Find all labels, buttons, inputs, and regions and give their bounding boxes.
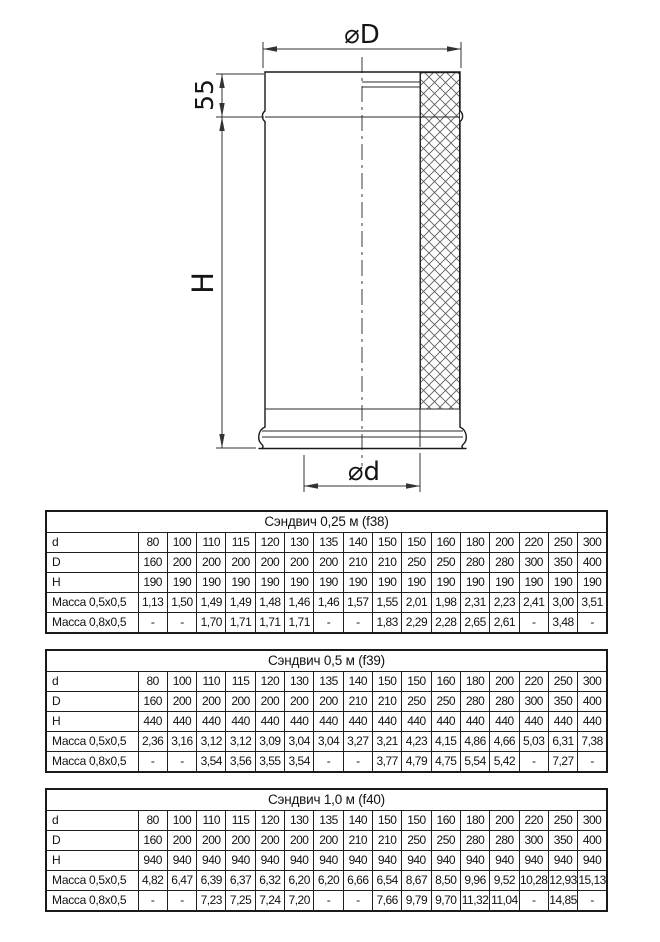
value-cell: 190 (285, 573, 314, 593)
value-cell: 1,49 (197, 593, 226, 613)
value-cell: 280 (460, 553, 489, 573)
row-label: Масса 0,8x0,5 (46, 613, 138, 634)
table-title-row (46, 789, 607, 811)
table-row (46, 752, 607, 773)
value-cell: 3,55 (255, 752, 284, 773)
value-cell: 9,96 (460, 871, 489, 891)
value-cell: 440 (490, 712, 519, 732)
value-cell: 2,29 (402, 613, 431, 634)
value-cell: 135 (314, 811, 343, 831)
row-label: Масса 0,8x0,5 (46, 752, 138, 773)
value-cell: 300 (578, 672, 607, 692)
value-cell: 4,66 (490, 732, 519, 752)
value-cell: 110 (197, 811, 226, 831)
table-title: Сэндвич 1,0 м (f40) (46, 789, 607, 811)
value-cell: 350 (548, 692, 577, 712)
table-row (46, 672, 607, 692)
value-cell: 1,46 (314, 593, 343, 613)
value-cell: 190 (226, 573, 255, 593)
value-cell: 3,00 (548, 593, 577, 613)
value-cell: 200 (285, 692, 314, 712)
value-cell: 300 (519, 553, 548, 573)
value-cell: 300 (578, 533, 607, 553)
spec-table-3 (45, 788, 608, 912)
value-cell: 200 (226, 553, 255, 573)
value-cell: 200 (285, 553, 314, 573)
collar-height-label: 55 (190, 79, 219, 111)
value-cell: 160 (138, 692, 167, 712)
value-cell: 400 (578, 692, 607, 712)
value-cell: 190 (343, 573, 372, 593)
value-cell: 190 (255, 573, 284, 593)
value-cell: 9,70 (431, 891, 460, 912)
value-cell: 130 (285, 672, 314, 692)
value-cell: 440 (519, 712, 548, 732)
value-cell: 940 (255, 851, 284, 871)
value-cell: 3,54 (197, 752, 226, 773)
value-cell: 15,13 (578, 871, 607, 891)
value-cell: 440 (343, 712, 372, 732)
value-cell: 115 (226, 672, 255, 692)
value-cell: 180 (460, 672, 489, 692)
value-cell: 1,55 (373, 593, 402, 613)
value-cell: 940 (167, 851, 196, 871)
value-cell: - (314, 752, 343, 773)
value-cell: 200 (314, 692, 343, 712)
value-cell: 6,66 (343, 871, 372, 891)
body-height-label: H (186, 272, 220, 294)
value-cell: - (314, 891, 343, 912)
value-cell: 250 (431, 692, 460, 712)
value-cell: 200 (255, 831, 284, 851)
value-cell: 440 (431, 712, 460, 732)
value-cell: 200 (255, 692, 284, 712)
value-cell: 190 (167, 573, 196, 593)
value-cell: 3,12 (226, 732, 255, 752)
value-cell: 210 (343, 831, 372, 851)
value-cell: 200 (490, 533, 519, 553)
value-cell: - (167, 891, 196, 912)
value-cell: 7,27 (548, 752, 577, 773)
value-cell: 80 (138, 811, 167, 831)
table-title: Сэндвич 0,25 м (f38) (46, 511, 607, 533)
value-cell: - (314, 613, 343, 634)
value-cell: 160 (431, 672, 460, 692)
value-cell: - (343, 891, 372, 912)
value-cell: 160 (431, 533, 460, 553)
value-cell: 1,71 (255, 613, 284, 634)
value-cell: 150 (373, 533, 402, 553)
table-row (46, 573, 607, 593)
value-cell: 6,47 (167, 871, 196, 891)
value-cell: 200 (167, 831, 196, 851)
value-cell: 4,86 (460, 732, 489, 752)
value-cell: 3,04 (285, 732, 314, 752)
value-cell: 3,77 (373, 752, 402, 773)
value-cell: 440 (197, 712, 226, 732)
value-cell: 940 (197, 851, 226, 871)
table-row (46, 712, 607, 732)
value-cell: 250 (431, 831, 460, 851)
value-cell: 12,93 (548, 871, 577, 891)
value-cell: 280 (490, 831, 519, 851)
value-cell: 350 (548, 553, 577, 573)
value-cell: 300 (578, 811, 607, 831)
value-cell: - (343, 752, 372, 773)
value-cell: 190 (460, 573, 489, 593)
spec-table-1 (45, 510, 608, 634)
value-cell: 940 (343, 851, 372, 871)
value-cell: 1,57 (343, 593, 372, 613)
spec-table-2 (45, 649, 608, 773)
value-cell: 200 (285, 831, 314, 851)
table-row (46, 553, 607, 573)
value-cell: 200 (226, 831, 255, 851)
value-cell: 940 (490, 851, 519, 871)
value-cell: 200 (167, 553, 196, 573)
value-cell: 1,48 (255, 593, 284, 613)
value-cell: 120 (255, 672, 284, 692)
value-cell: 150 (373, 811, 402, 831)
value-cell: 940 (285, 851, 314, 871)
value-cell: 135 (314, 672, 343, 692)
value-cell: 5,42 (490, 752, 519, 773)
value-cell: - (138, 752, 167, 773)
value-cell: 110 (197, 672, 226, 692)
value-cell: 80 (138, 672, 167, 692)
value-cell: 2,41 (519, 593, 548, 613)
value-cell: 210 (343, 692, 372, 712)
value-cell: 400 (578, 831, 607, 851)
value-cell: 440 (578, 712, 607, 732)
value-cell: 130 (285, 533, 314, 553)
value-cell: 6,20 (314, 871, 343, 891)
value-cell: 200 (197, 692, 226, 712)
value-cell: 4,82 (138, 871, 167, 891)
value-cell: 7,20 (285, 891, 314, 912)
value-cell: 280 (460, 692, 489, 712)
value-cell: 940 (578, 851, 607, 871)
value-cell: 350 (548, 831, 577, 851)
value-cell: 200 (167, 692, 196, 712)
value-cell: 200 (490, 811, 519, 831)
value-cell: 120 (255, 533, 284, 553)
value-cell: 440 (373, 712, 402, 732)
value-cell: 4,79 (402, 752, 431, 773)
value-cell: 1,71 (226, 613, 255, 634)
value-cell: 110 (197, 533, 226, 553)
value-cell: - (167, 752, 196, 773)
value-cell: 940 (402, 851, 431, 871)
value-cell: 220 (519, 672, 548, 692)
value-cell: 4,75 (431, 752, 460, 773)
value-cell: 5,54 (460, 752, 489, 773)
value-cell: 2,65 (460, 613, 489, 634)
value-cell: - (519, 891, 548, 912)
value-cell: 190 (519, 573, 548, 593)
value-cell: - (167, 613, 196, 634)
value-cell: 220 (519, 533, 548, 553)
value-cell: 210 (373, 692, 402, 712)
value-cell: 6,32 (255, 871, 284, 891)
value-cell: 4,23 (402, 732, 431, 752)
value-cell: 210 (373, 831, 402, 851)
value-cell: - (578, 613, 607, 634)
value-cell: 1,13 (138, 593, 167, 613)
value-cell: 3,56 (226, 752, 255, 773)
table-title-row (46, 511, 607, 533)
value-cell: 100 (167, 811, 196, 831)
value-cell: - (138, 891, 167, 912)
value-cell: 11,32 (460, 891, 489, 912)
value-cell: 2,01 (402, 593, 431, 613)
value-cell: 250 (402, 831, 431, 851)
value-cell: 2,28 (431, 613, 460, 634)
row-label: D (46, 553, 138, 573)
value-cell: 3,54 (285, 752, 314, 773)
row-label: D (46, 692, 138, 712)
value-cell: 440 (548, 712, 577, 732)
value-cell: 3,21 (373, 732, 402, 752)
value-cell: 2,36 (138, 732, 167, 752)
value-cell: 940 (373, 851, 402, 871)
value-cell: 440 (226, 712, 255, 732)
value-cell: 440 (402, 712, 431, 732)
table-row (46, 593, 607, 613)
value-cell: 8,50 (431, 871, 460, 891)
row-label: d (46, 811, 138, 831)
value-cell: 210 (373, 553, 402, 573)
value-cell: 440 (285, 712, 314, 732)
value-cell: 3,16 (167, 732, 196, 752)
value-cell: 160 (138, 831, 167, 851)
value-cell: - (578, 891, 607, 912)
value-cell: 940 (519, 851, 548, 871)
value-cell: 2,31 (460, 593, 489, 613)
insulation-hatch (421, 73, 460, 409)
value-cell: 6,37 (226, 871, 255, 891)
value-cell: - (343, 613, 372, 634)
value-cell: 135 (314, 533, 343, 553)
value-cell: 1,83 (373, 613, 402, 634)
value-cell: 120 (255, 811, 284, 831)
value-cell: 220 (519, 811, 548, 831)
value-cell: 200 (226, 692, 255, 712)
value-cell: 400 (578, 553, 607, 573)
table-row (46, 851, 607, 871)
value-cell: 14,85 (548, 891, 577, 912)
value-cell: 3,27 (343, 732, 372, 752)
row-label: Масса 0,8x0,5 (46, 891, 138, 912)
value-cell: 7,24 (255, 891, 284, 912)
bottom-bead (259, 427, 265, 449)
value-cell: 300 (519, 692, 548, 712)
value-cell: 1,46 (285, 593, 314, 613)
value-cell: 190 (578, 573, 607, 593)
value-cell: 180 (460, 533, 489, 553)
row-label: Масса 0,5x0,5 (46, 593, 138, 613)
value-cell: 190 (490, 573, 519, 593)
value-cell: 200 (314, 553, 343, 573)
value-cell: 1,98 (431, 593, 460, 613)
value-cell: 150 (402, 811, 431, 831)
value-cell: 140 (343, 672, 372, 692)
value-cell: 3,12 (197, 732, 226, 752)
table-row (46, 811, 607, 831)
value-cell: 250 (548, 533, 577, 553)
value-cell: 250 (431, 553, 460, 573)
value-cell: 280 (490, 692, 519, 712)
value-cell: 6,31 (548, 732, 577, 752)
row-label: H (46, 712, 138, 732)
row-label: D (46, 831, 138, 851)
value-cell: 100 (167, 672, 196, 692)
value-cell: - (519, 613, 548, 634)
row-label: H (46, 573, 138, 593)
table-row (46, 871, 607, 891)
value-cell: 2,61 (490, 613, 519, 634)
value-cell: 9,79 (402, 891, 431, 912)
value-cell: 8,67 (402, 871, 431, 891)
value-cell: 440 (460, 712, 489, 732)
value-cell: 4,15 (431, 732, 460, 752)
value-cell: - (578, 752, 607, 773)
value-cell: 115 (226, 811, 255, 831)
table-row (46, 613, 607, 634)
value-cell: 140 (343, 533, 372, 553)
table-row (46, 891, 607, 912)
value-cell: 190 (548, 573, 577, 593)
value-cell: 10,28 (519, 871, 548, 891)
value-cell: 1,70 (197, 613, 226, 634)
table-title: Сэндвич 0,5 м (f39) (46, 650, 607, 672)
bottom-bead (460, 427, 466, 449)
value-cell: 7,38 (578, 732, 607, 752)
value-cell: 130 (285, 811, 314, 831)
value-cell: 280 (460, 831, 489, 851)
value-cell: - (138, 613, 167, 634)
value-cell: 9,52 (490, 871, 519, 891)
value-cell: 940 (138, 851, 167, 871)
row-label: Масса 0,5x0,5 (46, 871, 138, 891)
value-cell: 7,23 (197, 891, 226, 912)
value-cell: 440 (167, 712, 196, 732)
value-cell: 3,51 (578, 593, 607, 613)
value-cell: 115 (226, 533, 255, 553)
value-cell: 6,20 (285, 871, 314, 891)
value-cell: 200 (490, 672, 519, 692)
value-cell: - (519, 752, 548, 773)
value-cell: 6,39 (197, 871, 226, 891)
value-cell: 190 (314, 573, 343, 593)
value-cell: 280 (490, 553, 519, 573)
value-cell: 250 (548, 811, 577, 831)
value-cell: 940 (460, 851, 489, 871)
value-cell: 440 (255, 712, 284, 732)
value-cell: 440 (138, 712, 167, 732)
value-cell: 100 (167, 533, 196, 553)
row-label: Масса 0,5x0,5 (46, 732, 138, 752)
outer-diameter-label: ⌀D (344, 20, 380, 50)
value-cell: 940 (314, 851, 343, 871)
value-cell: 2,23 (490, 593, 519, 613)
value-cell: 150 (402, 533, 431, 553)
value-cell: 6,54 (373, 871, 402, 891)
value-cell: 7,25 (226, 891, 255, 912)
value-cell: 250 (402, 692, 431, 712)
table-row (46, 533, 607, 553)
value-cell: 250 (548, 672, 577, 692)
value-cell: 1,71 (285, 613, 314, 634)
value-cell: 940 (548, 851, 577, 871)
value-cell: 150 (402, 672, 431, 692)
value-cell: 3,48 (548, 613, 577, 634)
value-cell: 190 (402, 573, 431, 593)
value-cell: 190 (197, 573, 226, 593)
row-label: d (46, 672, 138, 692)
table-row (46, 692, 607, 712)
value-cell: 3,09 (255, 732, 284, 752)
value-cell: 250 (402, 553, 431, 573)
inner-diameter-label: ⌀d (347, 457, 381, 487)
row-label: d (46, 533, 138, 553)
value-cell: 940 (431, 851, 460, 871)
value-cell: 1,50 (167, 593, 196, 613)
value-cell: 190 (373, 573, 402, 593)
value-cell: 140 (343, 811, 372, 831)
table-title-row (46, 650, 607, 672)
value-cell: 5,03 (519, 732, 548, 752)
table-row (46, 732, 607, 752)
value-cell: 180 (460, 811, 489, 831)
value-cell: 190 (431, 573, 460, 593)
value-cell: 80 (138, 533, 167, 553)
value-cell: 7,66 (373, 891, 402, 912)
value-cell: 160 (138, 553, 167, 573)
table-row (46, 831, 607, 851)
row-label: H (46, 851, 138, 871)
value-cell: 190 (138, 573, 167, 593)
value-cell: 11,04 (490, 891, 519, 912)
value-cell: 200 (255, 553, 284, 573)
value-cell: 3,04 (314, 732, 343, 752)
value-cell: 200 (314, 831, 343, 851)
value-cell: 150 (373, 672, 402, 692)
value-cell: 1,49 (226, 593, 255, 613)
value-cell: 200 (197, 553, 226, 573)
value-cell: 210 (343, 553, 372, 573)
value-cell: 200 (197, 831, 226, 851)
value-cell: 440 (314, 712, 343, 732)
value-cell: 940 (226, 851, 255, 871)
value-cell: 160 (431, 811, 460, 831)
value-cell: 300 (519, 831, 548, 851)
